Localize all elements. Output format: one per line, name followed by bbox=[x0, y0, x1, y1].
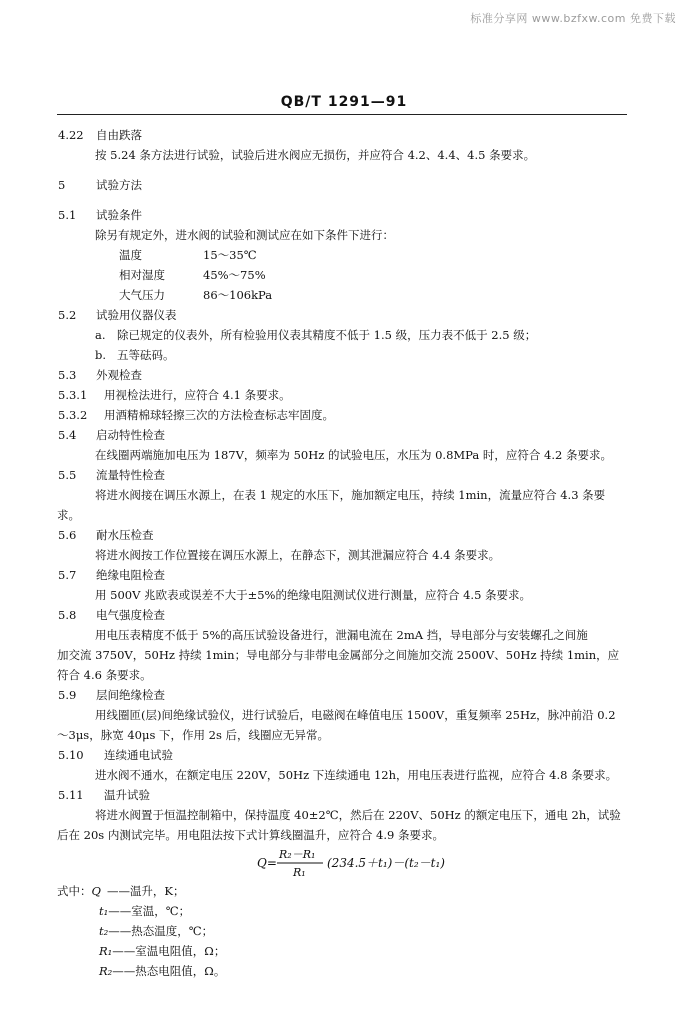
section-5-3-2 bbox=[58, 405, 632, 425]
condition-humidity bbox=[57, 265, 632, 285]
section-title: 绝缘电阻检查 bbox=[96, 568, 165, 582]
condition-temperature bbox=[57, 245, 632, 265]
condition-label: 相对湿度 bbox=[119, 268, 165, 282]
section-number: 5.8 bbox=[58, 608, 77, 622]
section-5-11-heading bbox=[58, 785, 632, 805]
section-5-heading bbox=[58, 175, 632, 195]
section-title: 层间绝缘检查 bbox=[96, 688, 165, 702]
section-number: 5.7 bbox=[58, 568, 77, 582]
list-item-b bbox=[57, 345, 632, 365]
section-5-8-heading bbox=[58, 605, 632, 625]
section-5-4-body: 在线圈两端施加电压为 187V，频率为 50Hz 的试验电压，水压为 0.8MPa 时，应符合 4.2 条要求。 bbox=[95, 448, 612, 462]
section-title: 连续通电试验 bbox=[104, 748, 173, 762]
section-number: 5.10 bbox=[58, 748, 84, 762]
section-number: 5.3.1 bbox=[58, 388, 88, 402]
section-5-1-body: 除另有规定外，进水阀的试验和测试应在如下条件下进行： bbox=[95, 228, 394, 242]
formula-rest: (234.5＋t₁)－(t₂－t₁) bbox=[327, 856, 445, 870]
formula-lhs: Q= bbox=[257, 856, 277, 870]
legend-desc: ——热态电阻值，Ω。 bbox=[112, 964, 226, 978]
section-number: 5.3 bbox=[58, 368, 77, 382]
list-marker: a. bbox=[95, 328, 106, 342]
section-5-6-heading bbox=[58, 525, 632, 545]
legend-desc: ——室温电阻值，Ω； bbox=[112, 944, 226, 958]
section-number: 5.5 bbox=[58, 468, 77, 482]
section-text: 用酒精棉球轻擦三次的方法检查标志牢固度。 bbox=[104, 408, 334, 422]
formula-svg bbox=[57, 845, 632, 881]
section-5-7-heading bbox=[58, 565, 632, 585]
list-marker: b. bbox=[95, 348, 107, 362]
section-5-8-body-line3: 符合 4.6 条要求。 bbox=[57, 668, 152, 682]
section-number: 5.11 bbox=[58, 788, 84, 802]
legend-symbol: Q bbox=[91, 884, 101, 898]
section-5-5-heading bbox=[58, 465, 632, 485]
condition-label: 大气压力 bbox=[119, 288, 165, 302]
condition-value: 45%～75% bbox=[203, 268, 266, 282]
section-title: 试验条件 bbox=[96, 208, 142, 222]
section-title: 温升试验 bbox=[104, 788, 150, 802]
section-number: 5.2 bbox=[58, 308, 77, 322]
legend-desc: ——热态温度，℃； bbox=[108, 924, 214, 938]
legend-desc: ——室温，℃； bbox=[108, 904, 191, 918]
legend-symbol: t₁ bbox=[99, 904, 109, 918]
section-title: 自由跌落 bbox=[96, 128, 142, 142]
section-title: 试验方法 bbox=[96, 178, 142, 192]
section-number: 5.1 bbox=[58, 208, 77, 222]
section-title: 试验用仪器仪表 bbox=[96, 308, 177, 322]
section-title: 启动特性检查 bbox=[96, 428, 165, 442]
section-5-10-body: 进水阀不通水，在额定电压 220V，50Hz 下连续通电 12h，用电压表进行监视，应符合 4.8 条要求。 bbox=[95, 768, 618, 782]
list-text: 五等砝码。 bbox=[117, 348, 175, 362]
section-4-22-body: 按 5.24 条方法进行试验，试验后进水阀应无损伤，并应符合 4.2、4.4、4.5 条要求。 bbox=[95, 148, 536, 162]
legend-symbol: R₁ bbox=[99, 944, 113, 958]
section-5-2-heading bbox=[58, 305, 632, 325]
legend-desc: ——温升，K； bbox=[106, 884, 185, 898]
formula-legend-r1 bbox=[57, 941, 632, 961]
condition-pressure bbox=[57, 285, 632, 305]
section-5-11-body-line1: 将进水阀置于恒温控制箱中，保持温度 40±2℃，然后在 220V、50Hz 的额定电压下，通电 2h，试验 bbox=[95, 808, 621, 822]
condition-label: 温度 bbox=[119, 248, 142, 262]
section-title: 电气强度检查 bbox=[96, 608, 165, 622]
formula-legend-t2 bbox=[57, 921, 632, 941]
section-5-3-1 bbox=[58, 385, 632, 405]
formula-legend-t1 bbox=[57, 901, 632, 921]
legend-symbol: t₂ bbox=[99, 924, 109, 938]
section-5-5-body-line2: 求。 bbox=[57, 508, 80, 522]
section-number: 4.22 bbox=[58, 128, 84, 142]
section-5-3-heading bbox=[58, 365, 632, 385]
section-number: 5.6 bbox=[58, 528, 77, 542]
condition-value: 15～35℃ bbox=[203, 248, 257, 262]
section-number: 5.9 bbox=[58, 688, 77, 702]
section-5-9-body-line1: 用线圈匝(层)间绝缘试验仪，进行试验后，电磁阀在峰值电压 1500V，重复频率 25Hz，脉冲前沿 0.2 bbox=[95, 708, 616, 722]
watermark-text: 标准分享网 www.bzfxw.com 免费下载 bbox=[470, 12, 676, 25]
section-5-6-body: 将进水阀按工作位置接在调压水源上，在静态下，测其泄漏应符合 4.4 条要求。 bbox=[95, 548, 501, 562]
section-4-22-heading bbox=[58, 125, 632, 145]
temperature-rise-formula bbox=[57, 845, 632, 881]
header-rule bbox=[57, 114, 627, 115]
section-number: 5 bbox=[58, 178, 66, 192]
document-body bbox=[57, 125, 632, 981]
section-5-10-heading bbox=[58, 745, 632, 765]
section-5-4-heading bbox=[58, 425, 632, 445]
legend-prefix: 式中： bbox=[57, 884, 92, 898]
section-title: 耐水压检查 bbox=[96, 528, 154, 542]
list-item-a bbox=[57, 325, 632, 345]
section-5-8-body-line2: 加交流 3750V，50Hz 持续 1min；导电部分与非带电金属部分之间施加交流 2500V、50Hz 持续 1min，应 bbox=[57, 648, 620, 662]
list-text: 除已规定的仪表外，所有检验用仪表其精度不低于 1.5 级，压力表不低于 2.5 级； bbox=[117, 328, 537, 342]
formula-denominator: R₁ bbox=[293, 866, 306, 879]
section-5-11-body-line2: 后在 20s 内测试完毕。用电阻法按下式计算线圈温升，应符合 4.9 条要求。 bbox=[57, 828, 444, 842]
formula-legend-r2 bbox=[57, 961, 632, 981]
section-text: 用视检法进行，应符合 4.1 条要求。 bbox=[104, 388, 291, 402]
section-5-9-heading bbox=[58, 685, 632, 705]
section-title: 外观检查 bbox=[96, 368, 142, 382]
section-number: 5.4 bbox=[58, 428, 77, 442]
section-5-8-body-line1: 用电压表精度不低于 5%的高压试验设备进行，泄漏电流在 2mA 挡，导电部分与安装螺孔之间施 bbox=[95, 628, 588, 642]
section-5-5-body-line1: 将进水阀接在调压水源上，在表 1 规定的水压下，施加额定电压，持续 1min，流量应符合 4.3 条要 bbox=[95, 488, 606, 502]
formula-numerator: R₂－R₁ bbox=[279, 848, 316, 861]
section-number: 5.3.2 bbox=[58, 408, 88, 422]
section-5-9-body-line2: ～3μs，脉宽 40μs 下，作用 2s 后，线圈应无异常。 bbox=[57, 728, 330, 742]
formula-legend-q bbox=[57, 881, 632, 901]
section-title: 流量特性检查 bbox=[96, 468, 165, 482]
condition-value: 86～106kPa bbox=[203, 288, 273, 302]
section-5-7-body: 用 500V 兆欧表或误差不大于±5%的绝缘电阻测试仪进行测量，应符合 4.5 条要求。 bbox=[95, 588, 532, 602]
legend-symbol: R₂ bbox=[99, 964, 113, 978]
section-5-1-heading bbox=[58, 205, 632, 225]
standard-number-header: QB/T 1291—91 bbox=[280, 94, 408, 110]
